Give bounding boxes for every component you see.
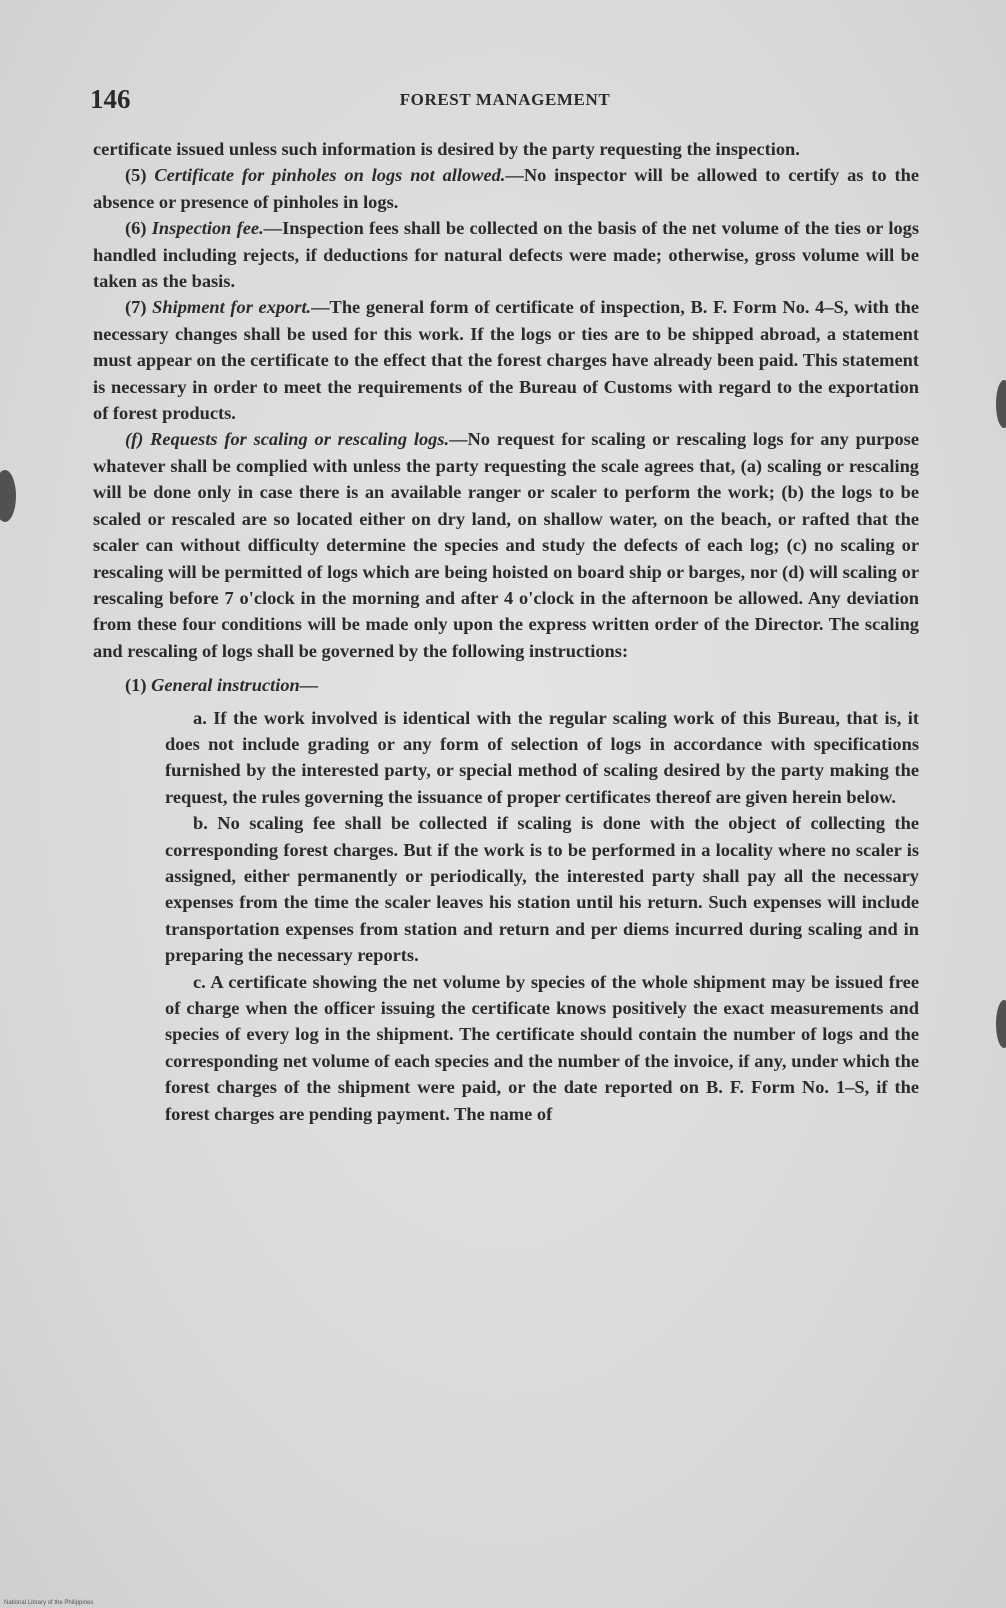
paragraph-6-number: (6)	[125, 218, 147, 239]
paragraph-7-title: Shipment for export.	[152, 297, 312, 318]
paragraph-5-number: (5)	[125, 165, 147, 186]
paragraph-7-text: —The general form of certificate of inspection, B. F. Form No. 4–S, with the necessary changes shall be used for this work. If the logs or ties are to be shipped abroad, a statement must appear on the certificate to the effect that the forest charges have already been paid. This statement is necessary in order to meet the requirements of the Bureau of Customs with regard to the exportation of forest products.	[93, 297, 920, 424]
binding-hole-right-bottom	[996, 1000, 1006, 1048]
paragraph-f	[93, 426, 919, 664]
binding-hole-right-top	[996, 380, 1006, 428]
paragraph-f-title: Requests for scaling or rescaling logs.	[150, 429, 450, 450]
running-title: FOREST MANAGEMENT	[399, 90, 611, 109]
instruction-a: a. If the work involved is identical with the regular scaling work of this Bureau, that is, it does not include grading or any form of selection of logs in accordance with specifications furnished by the interested party, or special method of scaling desired by the party making the request, the rules governing the issuance of proper certificates thereof are given herein below.	[165, 707, 919, 807]
paragraph-7	[93, 294, 919, 426]
paragraph-6	[93, 215, 919, 294]
binding-hole-left	[0, 470, 16, 522]
paragraph-f-number: (f)	[125, 429, 144, 450]
paragraph-7-number: (7)	[125, 297, 147, 318]
scan-footer-note: National Library of the Philippines	[4, 1600, 94, 1606]
paragraph-5-title: Certificate for pinholes on logs not allowed.	[154, 165, 506, 186]
body-text	[93, 136, 919, 1127]
page-number: 146	[90, 84, 131, 114]
page-header	[90, 84, 920, 120]
instruction-b: b. No scaling fee shall be collected if scaling is done with the object of collecting the corresponding forest charges. But if the work is to be performed in a locality where no scaler is assigned, either permanently or periodically, the interested party shall pay all the necessary expenses from the time the scaler leaves his station until his return. Such expenses will include transportation expenses from station and return and per diems incurred during scaling and in preparing the necessary reports.	[165, 813, 919, 966]
paragraph-5	[93, 162, 919, 215]
paragraph-6-title: Inspection fee.	[151, 218, 264, 239]
general-instruction-number: (1)	[125, 675, 147, 696]
instruction-c: c. A certificate showing the net volume by species of the whole shipment may be issued free of charge when the officer issuing the certificate knows positively the exact measurements and species of every log in the shipment. The certificate should contain the number of logs and the corresponding net volume of each species and the number of the invoice, if any, under which the forest charges of the shipment were paid, or the date reported on B. F. Form No. 1–S, if the forest charges are pending payment. The name of	[165, 971, 919, 1124]
general-instruction-heading	[93, 672, 919, 698]
general-instruction-title: General instruction—	[151, 675, 319, 696]
paragraph-5-text: —No inspector will be allowed to certify as to the absence or presence of pinholes in logs.	[93, 165, 919, 212]
paragraph-6-text: —Inspection fees shall be collected on the basis of the net volume of the ties or logs handled including rejects, if deductions for natural defects were made; otherwise, gross volume will be taken as the basis.	[93, 218, 919, 292]
paragraph-continuation: certificate issued unless such information is desired by the party requesting the inspection.	[93, 139, 800, 159]
paragraph-f-text: —No request for scaling or rescaling logs for any purpose whatever shall be complied with unless the party requesting the scale agrees that, (a) scaling or rescaling will be done only in case there is an available ranger or scaler to perform the work; (b) the logs to be scaled or rescaled are so located either on dry land, on shallow water, on the beach, or rafted that the scaler can without difficulty determine the species and study the defects of each log; (c) no scaling or rescaling will be permitted of logs which are being hoisted on board ship or barges, nor (d) will scaling or rescaling before 7 o'clock in the morning and after 4 o'clock in the afternoon be allowed. Any deviation from these four conditions will be made only upon the express written order of the Director. The scaling and rescaling of logs shall be governed by the following instructions:	[93, 429, 919, 661]
